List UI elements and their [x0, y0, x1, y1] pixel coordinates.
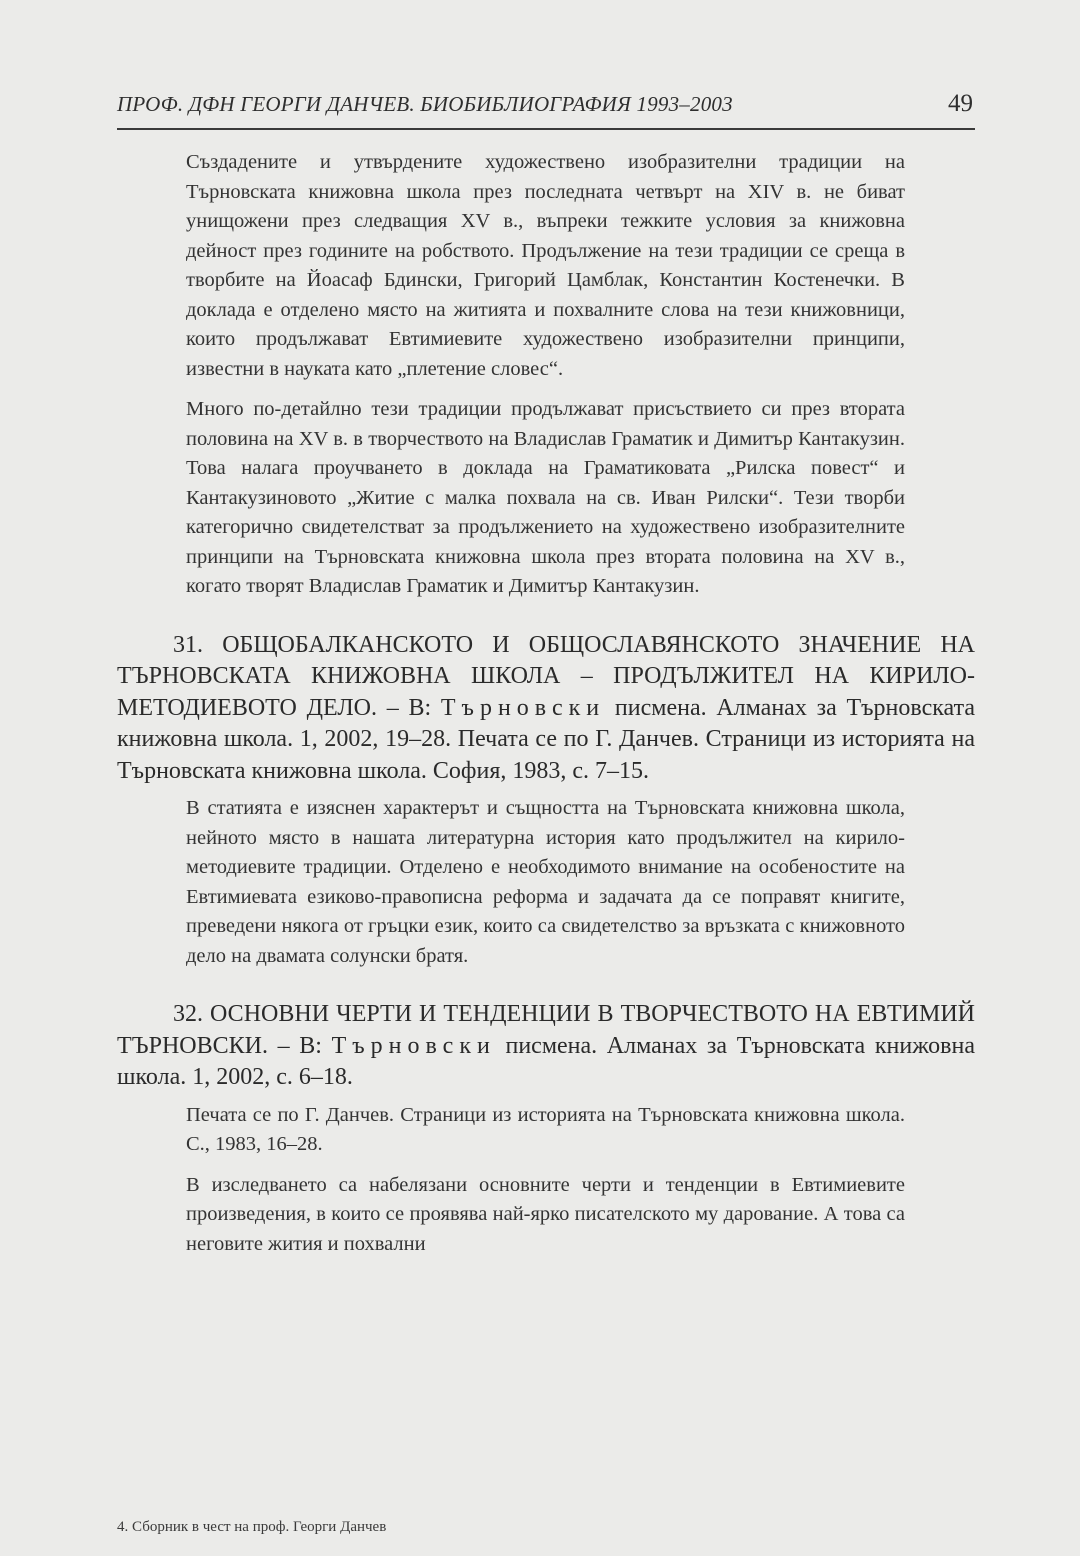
abstract-paragraph: В статията е изяснен характерът и същността на Търновската книжовна школа, нейното място в нашата литературна история като продължител на кирило-методиевите традиции. Отделено е необходимото внимание на особеностите на Евтимиевата езиково-правописна реформа и задачата да се поправят книгите, преведени някога от гръцки език, които са свидетелство за връзката с книжовното дело на двамата солунски братя. — [186, 797, 905, 967]
abstract-paragraph: Създадените и утвърдените художествено изобразителни традиции на Търновската книжовна школа през последната четвърт на XIV в. не биват унищожени през следващия XV в., въпреки тежките условия за книжовна дейност през годините на робството. Продължение на тези традиции се среща в творбите на Йоасаф Бдински, Григорий Цамблак, Константин Костенечки. В доклада е отделено място на житията и похвалните слова на тези книжовници, които продължават Евтимиевите художествено изобразителни принципи, известни в науката като „плетение словес“. — [186, 151, 905, 380]
entry-title: 32. ОСНОВНИ ЧЕРТИ И ТЕНДЕНЦИИ В ТВОРЧЕСТВОТО НА ЕВТИМИЙ ТЪРНОВСКИ. – В: — [117, 1001, 975, 1059]
bibliography-entry-31 — [117, 630, 975, 788]
page-body — [117, 148, 975, 1259]
page-footer: 4. Сборник в чест на проф. Георги Данчев — [117, 1519, 387, 1535]
abstract-paragraph: Печата се по Г. Данчев. Страници из историята на Търновската книжовна школа. С., 1983, 16–28. — [186, 1103, 905, 1155]
entry-citation: писмена. Алманах за Търновската книжовна школа. 1, 2002, 19–28. Печата се по Г. Данчев. Страници из историята на Търновската книжовна школа. София, 1983, с. 7–15. — [117, 694, 975, 784]
running-head — [117, 88, 975, 130]
entry-title: 31. ОБЩОБАЛКАНСКОТО И ОБЩОСЛАВЯНСКОТО ЗНАЧЕНИЕ НА ТЪРНОВСКАТА КНИЖОВНА ШКОЛА – ПРОДЪЛЖИТЕЛ НА КИРИЛО-МЕТОДИЕВОТО ДЕЛО. – В: — [117, 631, 975, 721]
running-head-title: ПРОФ. ДФН ГЕОРГИ ДАНЧЕВ. БИОБИБЛИОГРАФИЯ 1993–2003 — [117, 92, 733, 116]
page-number: 49 — [948, 90, 973, 117]
abstract-paragraph: В изследването са набелязани основните черти и тенденции в Евтимиевите произведения, в които се проявява най-ярко писателското му дарование. А това са неговите жития и похвални — [186, 1173, 905, 1255]
journal-name: Търновски — [331, 1032, 496, 1059]
entry-citation: писмена. Алманах за Търновската книжовна школа. 1, 2002, с. 6–18. — [117, 1032, 976, 1090]
abstract-paragraph: Много по-детайлно тези традиции продължават присъствието си през втората половина на XV в. в творчеството на Владислав Граматик и Димитър Кантакузин. Това налага проучването в доклада на Граматиковата „Рилска повест“ и Кантакузиновото „Житие с малка похвала на св. Иван Рилски“. Тези творби категорично свидетелстват за продължението на художествено изобразителните принципи на Търновската книжовна школа през втората половина на XV в., когато творят Владислав Граматик и Димитър Кантакузин. — [186, 398, 905, 597]
bibliography-entry-32 — [117, 999, 975, 1094]
journal-name: Търновски — [440, 694, 606, 721]
